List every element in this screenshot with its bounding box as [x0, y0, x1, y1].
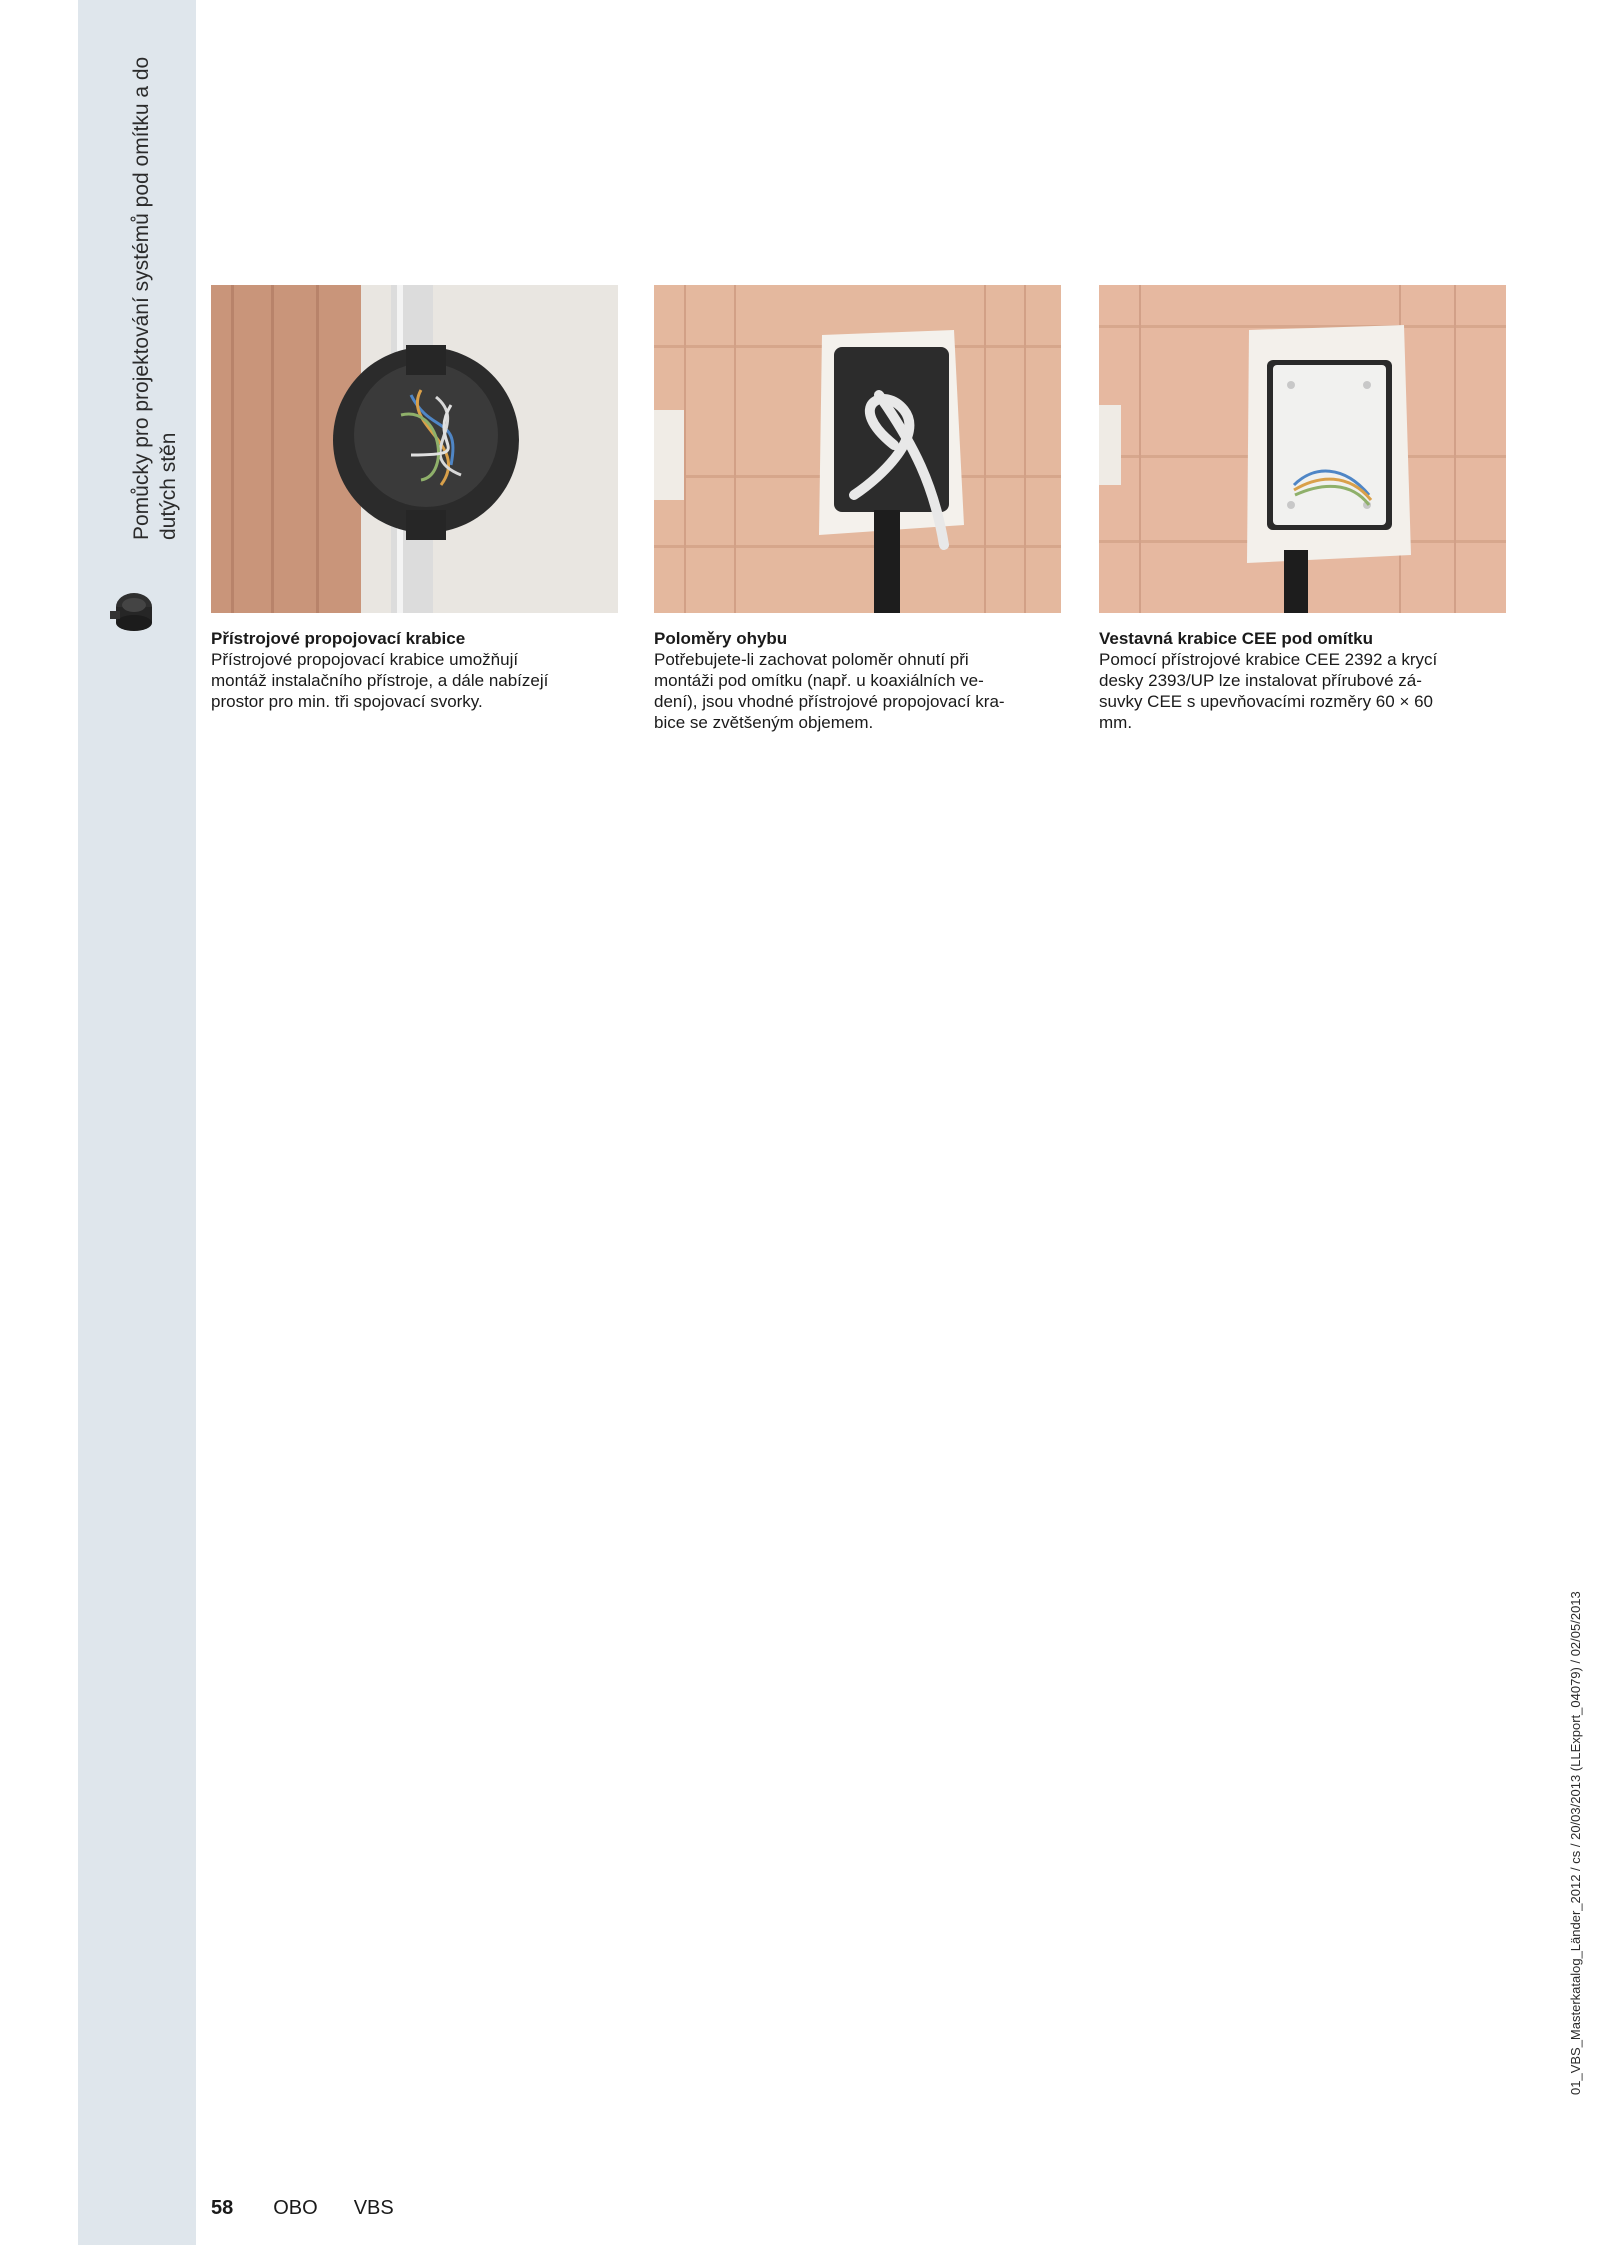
caption-text: Potřebujete-li zachovat poloměr ohnutí při montáži pod omítku (např. u koaxiálních ve- dení), jsou vhodné přístrojové propojovací kra- bice se zvětšeným objemem.	[654, 650, 1005, 732]
caption-title: Přístrojové propojovací krabice	[211, 629, 466, 648]
junction-box-icon	[108, 585, 156, 637]
caption-text: Přístrojové propojovací krabice umožňují montáž instalačního přístroje, a dále nabízejí prostor pro min. tři spojovací svorky.	[211, 650, 549, 711]
caption-title: Vestavná krabice CEE pod omítku	[1099, 629, 1373, 648]
junction-box-photo	[211, 285, 618, 613]
cee-box-photo	[1099, 285, 1506, 613]
product-column-3	[1099, 285, 1506, 733]
bend-radius-photo	[654, 285, 1061, 613]
footer-brand: OBO	[273, 2197, 318, 2219]
product-column-1	[211, 285, 618, 712]
caption-title: Poloměry ohybu	[654, 629, 788, 648]
page-footer	[211, 2197, 430, 2220]
caption-text: Pomocí přístrojové krabice CEE 2392 a krycí desky 2393/UP lze instalovat přírubové zá- suvky CEE s upevňovacími rozměry 60 × 60 mm.	[1099, 650, 1438, 732]
footer-section: VBS	[353, 2197, 394, 2219]
page-number: 58	[211, 2197, 234, 2219]
document-id: 01_VBS_Masterkatalog_Länder_2012 / cs / 20/03/2013 (LLExport_04079) / 02/05/2013	[1568, 1591, 1583, 2095]
product-column-2	[654, 285, 1061, 733]
sidebar-title: Pomůcky pro projektování systémů pod omítku a do dutých stěn	[130, 56, 180, 540]
